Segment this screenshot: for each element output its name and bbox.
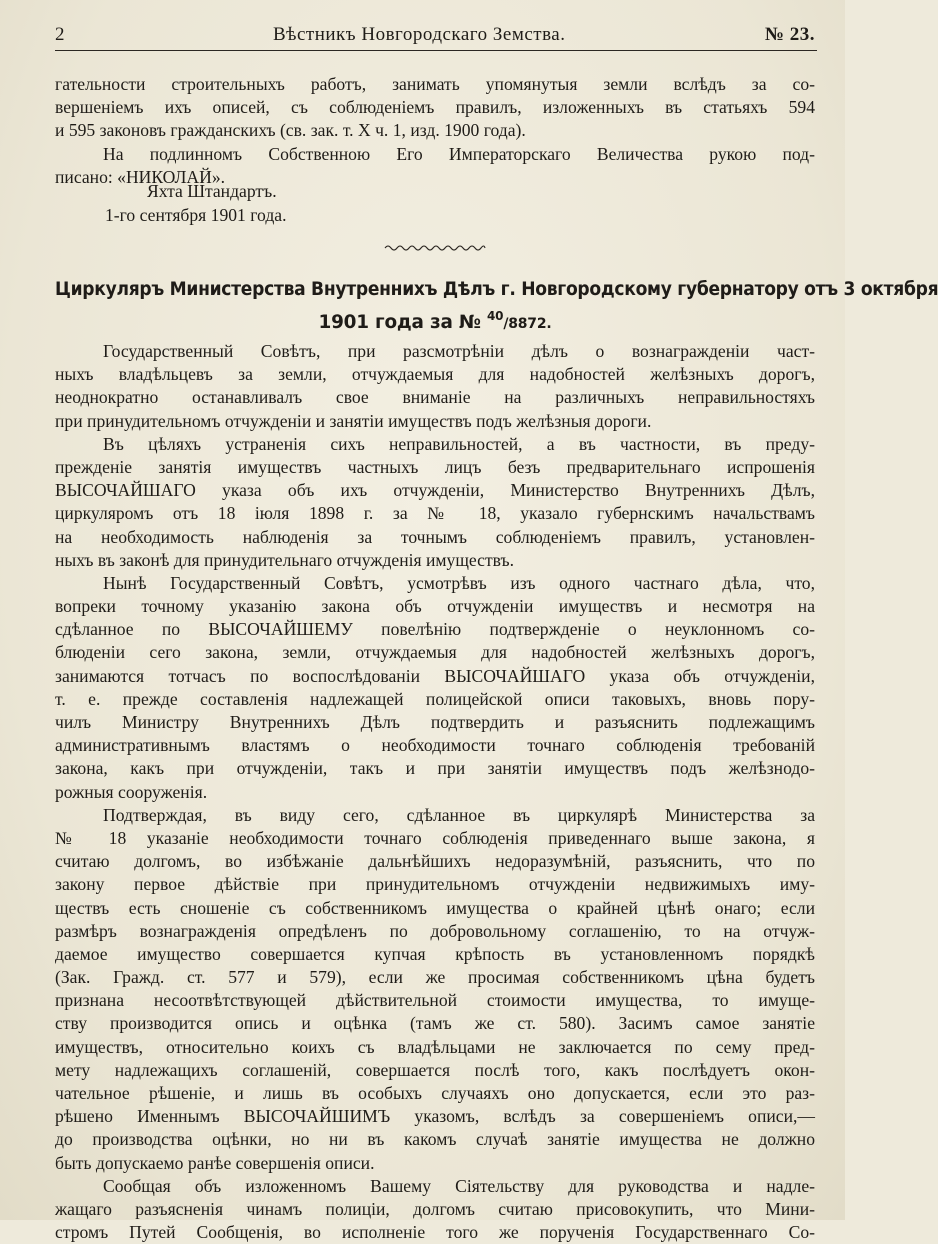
body-line: имуществъ, относительно коихъ съ владѣльцами не заключается по сему пред- [55, 1036, 815, 1057]
circular-number-denominator: /8872. [503, 316, 552, 332]
body-line: блюденіи сего закона, земли, отчуждаемыя для надобностей желѣзныхъ дорогъ, [55, 642, 815, 663]
body-line: стромъ Путей Сообщенія, во исполненіе того же порученія Государственнаго Со- [55, 1222, 815, 1243]
text-line: гательности строительныхъ работъ, занимать упомянутыя земли вслѣдъ за со- [55, 74, 815, 94]
circular-title-line-2 [55, 303, 815, 333]
body-line: мету надлежащихъ соглашеній, совершается послѣ того, какъ послѣдуетъ окон- [55, 1059, 815, 1080]
body-line: неоднократно останавливалъ свое вниманіе на различныхъ неправильностяхъ [55, 387, 815, 408]
body-line: сдѣланное по ВЫСОЧАЙШЕМУ повелѣнію подтвержденіе о неуклонномъ со- [55, 619, 815, 640]
header-rule [55, 50, 817, 51]
body-line: до производства оцѣнки, но ни въ какомъ случаѣ занятіе имущества не должно [55, 1129, 815, 1150]
body-line: административнымъ властямъ о необходимости точнаго соблюденія требованій [55, 735, 815, 756]
text-line: и 595 законовъ гражданскихъ (св. зак. т. X ч. 1, изд. 1900 года). [55, 120, 526, 141]
ornamental-divider [385, 243, 485, 253]
body-line: чательное рѣшеніе, и лишь въ особыхъ случаяхъ оно допускается, если это раз- [55, 1083, 815, 1103]
body-line: ству производится опись и оцѣнка (тамъ же ст. 580). Засимъ самое занятіе [55, 1013, 815, 1034]
circular-number-numerator: 40 [487, 309, 504, 323]
body-line: признана несоотвѣтствующей дѣйствительной стоимости имущества, то имуще- [55, 990, 815, 1011]
running-header [55, 22, 815, 52]
body-line: Сообщая объ изложенномъ Вашему Сіятельству для руководства и надле- [103, 1175, 815, 1196]
body-line: ВЫСОЧАЙШАГО указа объ ихъ отчужденіи, Министерство Внутреннихъ Дѣлъ, [55, 480, 815, 501]
body-line: рѣшено Именнымъ ВЫСОЧАЙШИМЪ указомъ, вслѣдъ за совершеніемъ описи,— [55, 1106, 815, 1127]
body-line: размѣръ вознагражденія опредѣленъ по добровольному соглашенію, то на отчуж- [55, 920, 815, 941]
page-number: 2 [55, 24, 65, 45]
body-line: т. е. прежде составленія надлежащей полицейской описи таковыхъ, вновь пору- [55, 688, 815, 709]
circular-title [55, 277, 938, 333]
body-line: Нынѣ Государственный Совѣтъ, усмотрѣвъ изъ одного частнаго дѣла, что, [103, 572, 815, 593]
body-line: рожныя сооруженія. [55, 781, 208, 802]
text-line: вершеніемъ ихъ описей, съ соблюденіемъ правилъ, изложенныхъ въ статьяхъ 594 [55, 97, 815, 118]
body-line: вопреки точному указанію закона объ отчужденіи имуществъ и несмотря на [55, 596, 815, 617]
text-line: На подлинномъ Собственною Его Императорскаго Величества рукою под- [103, 143, 815, 164]
body-line: закону первое дѣйствіе при принудительномъ отчужденіи недвижимыхъ иму- [55, 874, 815, 895]
body-line: циркуляромъ отъ 18 іюля 1898 г. за № 18, указало губернскимъ начальствамъ [55, 503, 815, 524]
body-line: при принудительномъ отчужденіи и занятіи имуществъ подъ желѣзныя дороги. [55, 410, 652, 431]
body-line: быть допускаемо ранѣе совершенія описи. [55, 1152, 375, 1173]
signature-date: 1-го сентября 1901 года. [105, 205, 287, 225]
body-line: закона, какъ при отчужденіи, такъ и при занятіи имуществъ подъ желѣзнодо- [55, 758, 815, 779]
body-line: Государственный Совѣтъ, при разсмотрѣніи дѣлъ о вознагражденіи част- [103, 341, 815, 361]
text-line: писано: «НИКОЛАЙ». [55, 166, 226, 187]
body-line: считаю долгомъ, во избѣжаніе дальнѣйшихъ недоразумѣній, разъяснить, что по [55, 851, 815, 872]
body-line: ществъ есть сношеніе съ собственникомъ имущества о крайней цѣнѣ онаго; если [55, 897, 815, 918]
circular-title-line-1: Циркуляръ Министерства Внутреннихъ Дѣлъ г. Новгородскому губернатору отъ 3 октября [55, 279, 938, 300]
body-line: № 18 указаніе необходимости точнаго соблюденія приведеннаго выше закона, я [55, 827, 815, 848]
body-line: Въ цѣляхъ устраненія сихъ неправильностей, а въ частности, въ преду- [103, 433, 815, 454]
circular-title-prefix: 1901 года за № [318, 312, 481, 333]
body-line: ныхъ въ законѣ для принудительнаго отчужденія имуществъ. [55, 549, 514, 570]
journal-title: Вѣстникъ Новгородскаго Земства. [273, 24, 566, 45]
body-line: жащаго разъясненія чинамъ полиціи, долгомъ считаю присовокупить, что Мини- [55, 1198, 815, 1219]
body-line: Подтверждая, въ виду сего, сдѣланное въ циркулярѣ Министерства за [103, 804, 815, 825]
decree-ending [55, 73, 815, 189]
signature-place: Яхта Штандартъ. [147, 181, 277, 201]
body-line: (Зак. Гражд. ст. 577 и 579), если же просимая собственникомъ цѣна будетъ [55, 967, 815, 988]
body-line: чилъ Министру Внутреннихъ Дѣлъ подтвердить и разъяснить подлежащимъ [55, 712, 815, 732]
body-line: прежденіе занятія имуществъ частныхъ лицъ безъ предварительнаго испрошенія [55, 456, 815, 477]
issue-number: № 23. [764, 24, 815, 45]
body-line: на необходимость наблюденія за точнымъ соблюденіемъ правилъ, установлен- [55, 526, 815, 547]
body-line: ныхъ владѣльцевъ за земли, отчуждаемыя для надобностей желѣзныхъ дорогъ, [55, 364, 815, 385]
body-line: занимаются тотчасъ по воспослѣдованіи ВЫСОЧАЙШАГО указа объ отчужденіи, [55, 665, 815, 686]
body-line: даемое имущество совершается купчая крѣпость въ установленномъ порядкѣ [55, 943, 815, 964]
circular-body [55, 340, 815, 1244]
